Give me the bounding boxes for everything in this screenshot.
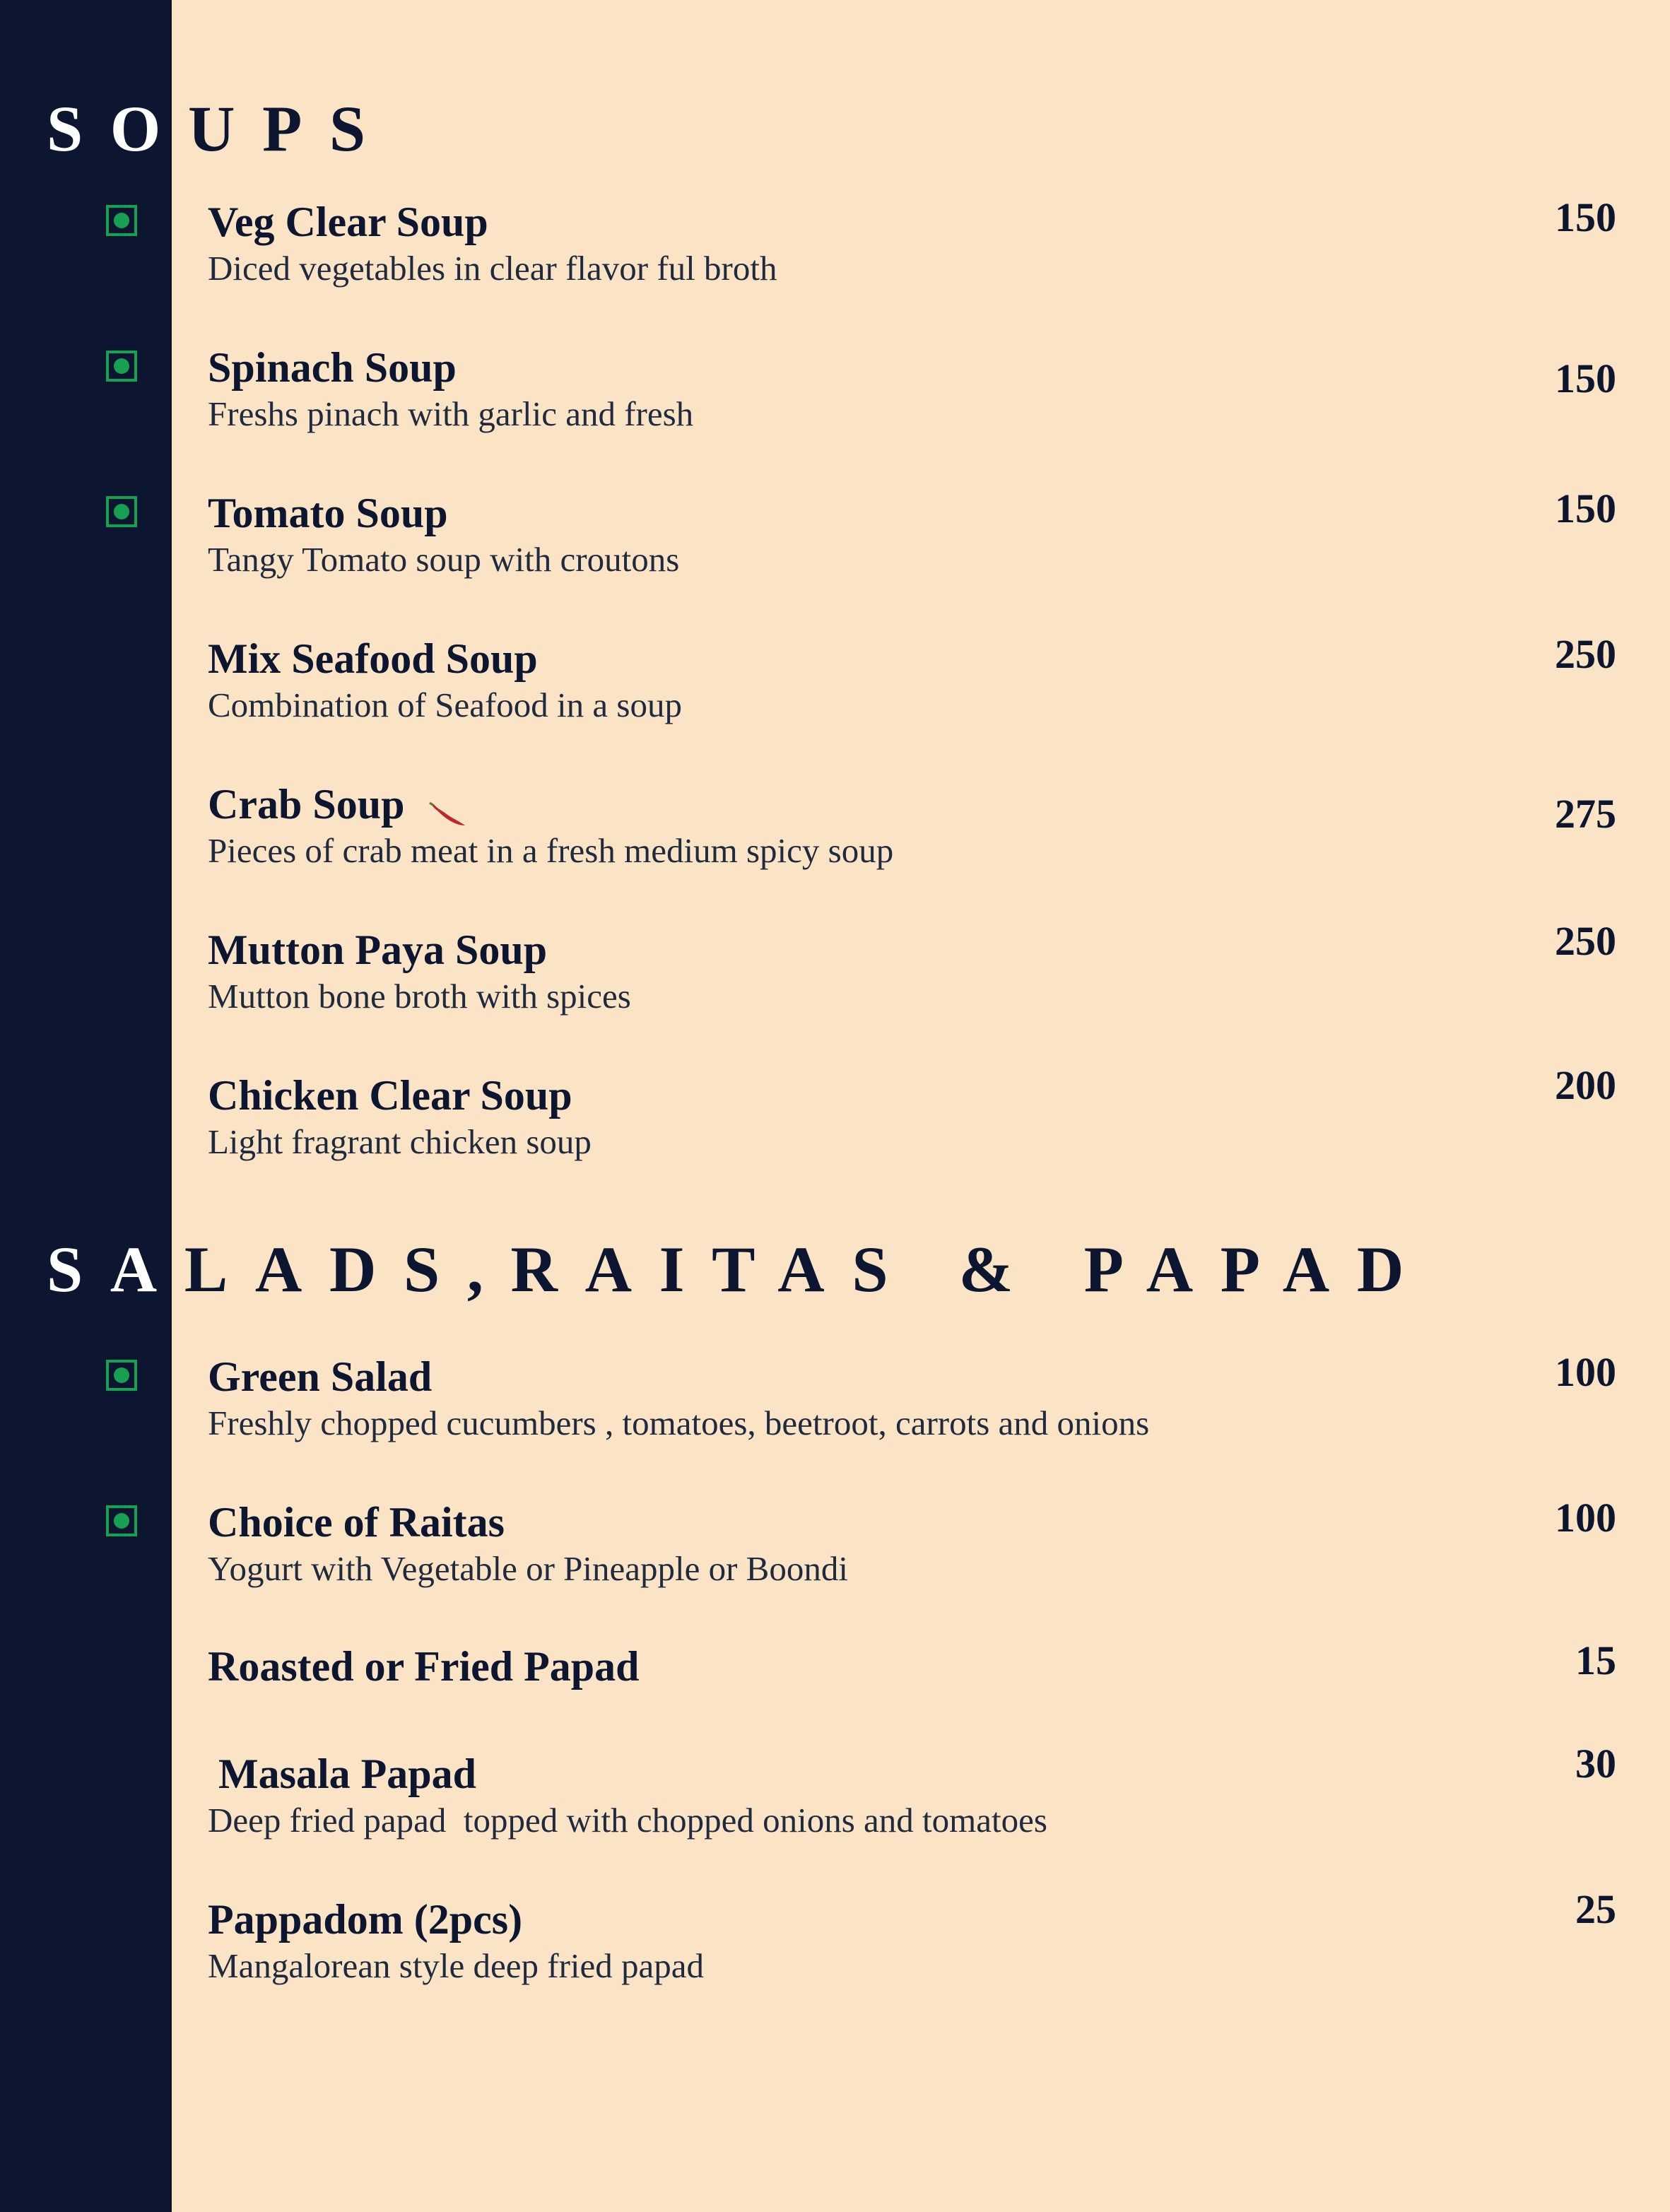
menu-item-choice-of-raitas [0,1497,1670,1624]
menu-item-masala-papad [0,1741,1670,1876]
veg-indicator-icon [106,205,137,236]
veg-indicator-icon [106,1360,137,1391]
item-name: Tomato Soup [208,490,448,536]
menu-item-spinach-soup [0,342,1670,469]
item-name: Masala Papad [208,1751,477,1797]
veg-indicator-icon [106,351,137,382]
section-title-soups: SOUPS [47,93,393,165]
item-price: 30 [1575,1741,1616,1787]
item-description: Yogurt with Vegetable or Pineapple or Boondi [208,1549,848,1588]
chili-pepper-icon [428,801,468,830]
item-name: Chicken Clear Soup [208,1072,572,1119]
menu-item-veg-clear-soup [0,196,1670,324]
menu-item-chicken-clear-soup [0,1062,1670,1197]
item-description: Freshs pinach with garlic and fresh [208,394,694,433]
menu-item-tomato-soup [0,488,1670,615]
item-price: 150 [1555,194,1616,240]
item-price: 150 [1555,355,1616,401]
item-description: Deep fried papad topped with chopped onions and tomatoes [208,1801,1047,1840]
menu-item-pappadom-2pcs [0,1886,1670,2021]
item-price: 150 [1555,486,1616,531]
item-name: Pappadom (2pcs) [208,1896,523,1943]
item-name: Veg Clear Soup [208,199,488,245]
menu-item-green-salad [0,1351,1670,1478]
item-description: Pieces of crab meat in a fresh medium spicy soup [208,831,894,870]
item-price: 250 [1555,918,1616,964]
item-name: Mutton Paya Soup [208,926,548,973]
item-name: Choice of Raitas [208,1499,505,1546]
item-price: 250 [1555,631,1616,677]
item-price: 200 [1555,1062,1616,1108]
item-name: Mix Seafood Soup [208,635,538,682]
item-description: Freshly chopped cucumbers , tomatoes, beetroot, carrots and onions [208,1404,1150,1442]
item-price: 100 [1555,1495,1616,1541]
item-name: Roasted or Fried Papad [208,1643,640,1690]
section-title-salads-raitas-papad: SALADS,RAITAS & PAPAD [47,1233,1431,1305]
item-description: Tangy Tomato soup with croutons [208,540,680,579]
veg-indicator-icon [106,496,137,527]
menu-item-crab-soup [0,779,1670,906]
item-name: Spinach Soup [208,344,457,391]
item-name: Crab Soup [208,781,405,828]
item-name: Green Salad [208,1353,433,1400]
item-price: 275 [1555,791,1616,837]
item-price: 15 [1575,1637,1616,1683]
item-description: Diced vegetables in clear flavor ful broth [208,249,777,288]
menu-item-mix-seafood-soup [0,633,1670,760]
item-description: Mangalorean style deep fried papad [208,1946,705,1985]
item-description: Combination of Seafood in a soup [208,686,682,724]
item-price: 100 [1555,1349,1616,1395]
veg-indicator-icon [106,1505,137,1536]
item-description: Mutton bone broth with spices [208,977,631,1016]
item-price: 25 [1575,1886,1616,1932]
item-description: Light fragrant chicken soup [208,1122,592,1161]
menu-item-mutton-paya-soup [0,918,1670,1052]
